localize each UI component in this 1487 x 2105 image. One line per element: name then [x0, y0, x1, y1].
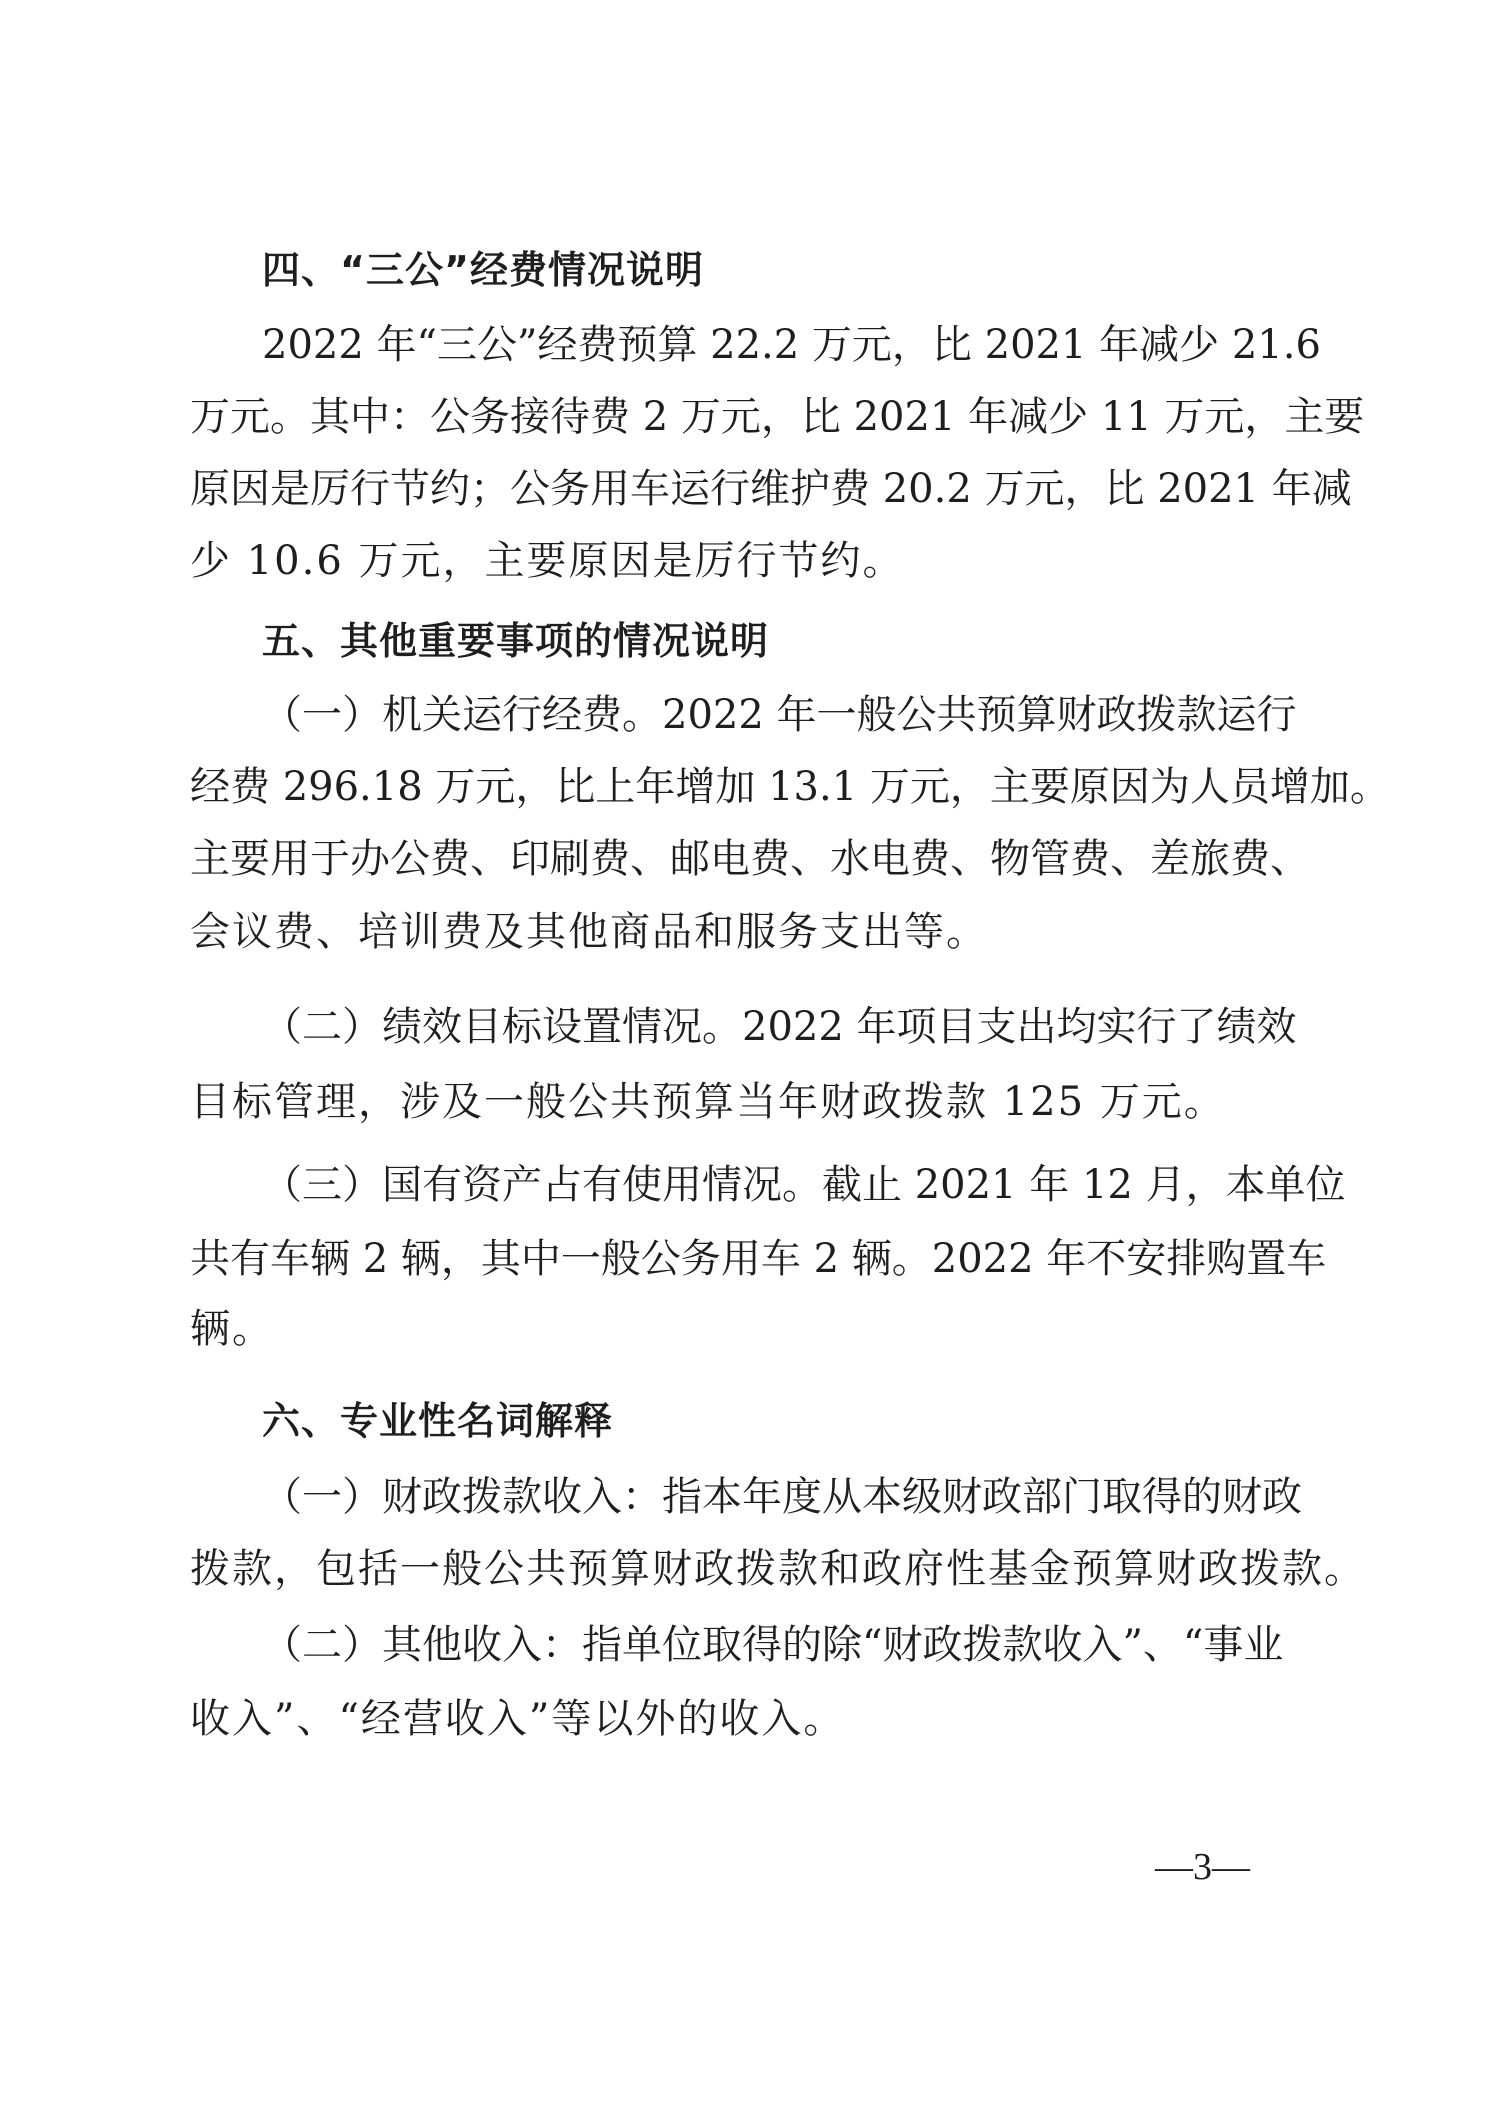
page-number: —3— [1155, 1846, 1250, 1888]
paragraph-line: （一）机关运行经费。2022 年一般公共预算财政拨款运行 [262, 692, 1297, 738]
paragraph-line: （三）国有资产占有使用情况。截止 2021 年 12 月，本单位 [262, 1162, 1346, 1208]
paragraph-line: 拨款，包括一般公共预算财政拨款和政府性基金预算财政拨款。 [190, 1546, 1366, 1592]
paragraph-line: 会议费、培训费及其他商品和服务支出等。 [190, 909, 988, 955]
paragraph-line: 万元。其中：公务接待费 2 万元，比 2021 年减少 11 万元，主要 [190, 394, 1365, 440]
paragraph-line: 主要用于办公费、印刷费、邮电费、水电费、物管费、差旅费、 [190, 836, 1310, 882]
paragraph-line: （二）绩效目标设置情况。2022 年项目支出均实行了绩效 [262, 1004, 1297, 1050]
paragraph-line: 原因是厉行节约；公务用车运行维护费 20.2 万元，比 2021 年减 [190, 466, 1352, 512]
paragraph-line: 经费 296.18 万元，比上年增加 13.1 万元，主要原因为人员增加。 [190, 764, 1390, 810]
section-heading-sangong: 四、“三公”经费情况说明 [262, 248, 704, 292]
paragraph-line: 2022 年“三公”经费预算 22.2 万元，比 2021 年减少 21.6 [262, 322, 1321, 368]
section-heading-other-matters: 五、其他重要事项的情况说明 [262, 619, 770, 663]
paragraph-line: 目标管理，涉及一般公共预算当年财政拨款 125 万元。 [190, 1079, 1226, 1125]
paragraph-line: 少 10.6 万元，主要原因是厉行节约。 [190, 538, 905, 584]
paragraph-line: （一）财政拨款收入：指本年度从本级财政部门取得的财政 [262, 1474, 1302, 1520]
section-heading-terms: 六、专业性名词解释 [262, 1399, 614, 1443]
paragraph-line: 收入”、“经营收入”等以外的收入。 [190, 1696, 846, 1742]
paragraph-line: （二）其他收入：指单位取得的除“财政拨款收入”、“事业 [262, 1622, 1284, 1668]
paragraph-line: 辆。 [190, 1306, 274, 1352]
paragraph-line: 共有车辆 2 辆，其中一般公务用车 2 辆。2022 年不安排购置车 [190, 1236, 1327, 1282]
